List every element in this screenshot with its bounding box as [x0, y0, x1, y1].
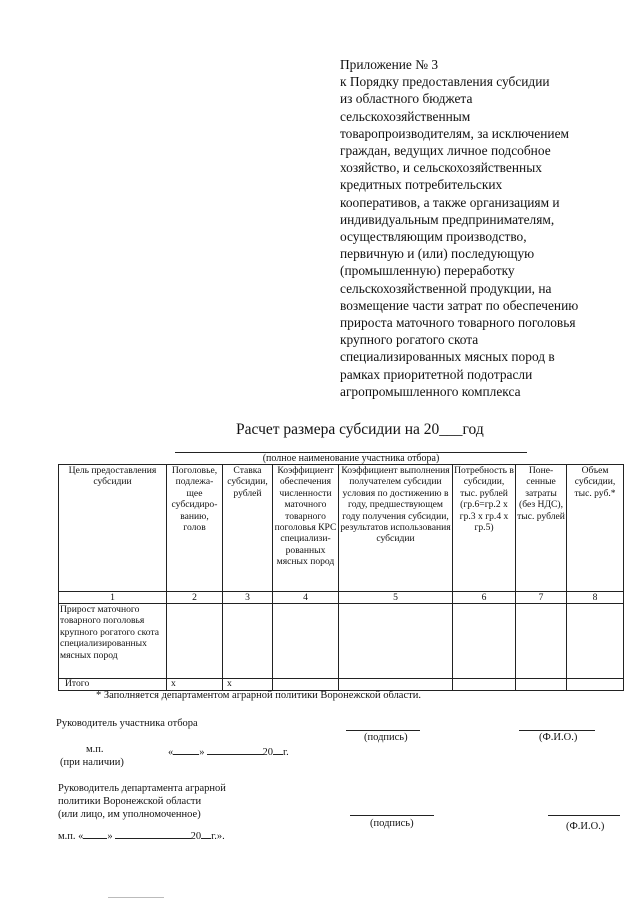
table-cell — [273, 679, 339, 691]
table-cell — [567, 604, 624, 679]
date-month-blank — [207, 744, 263, 755]
appendix-line: Приложение № 3 — [340, 57, 439, 72]
appendix-block — [340, 56, 630, 400]
table-cell — [167, 604, 223, 679]
table-cell — [223, 604, 273, 679]
table-cell — [339, 604, 453, 679]
header-cell: Коэффициент обеспечения численности маточного товарного поголовья КРС специализи-рованных мясных пород — [273, 465, 339, 592]
sign1-fio-caption: (Ф.И.О.) — [539, 732, 578, 743]
date-day-blank — [173, 744, 199, 755]
date-end: г. — [283, 747, 289, 758]
sign1-label: Руководитель участника отбора — [56, 718, 198, 729]
date-end: г.». — [211, 831, 225, 842]
column-number-row — [59, 592, 624, 604]
appendix-line: индивидуальным предпринимателям, — [340, 211, 555, 227]
date-open-quote: « — [168, 747, 174, 758]
sign1-stamp-note: (при наличии) — [60, 757, 124, 768]
appendix-line: возмещение части затрат по обеспечению — [340, 297, 579, 313]
appendix-line: из областного бюджета — [340, 91, 473, 107]
appendix-line: осуществляющим производство, — [340, 229, 527, 245]
row-label: Прирост маточного товарного поголовья крупного рогатого скота специализированных мясных пород — [59, 604, 167, 679]
column-number: 8 — [567, 592, 624, 604]
org-name-caption: (полное наименование участника отбора) — [262, 453, 440, 464]
table-cell — [453, 679, 516, 691]
sign2-stamp-date: м.п. « — [58, 831, 84, 842]
appendix-line: агропромышленного комплекса — [340, 383, 521, 399]
total-mark: х — [167, 679, 223, 691]
appendix-line: к Порядку предоставления субсидии — [340, 74, 550, 90]
table-cell — [516, 679, 567, 691]
header-cell: Поголовье, подлежа-щее субсидиро-ванию, голов — [167, 465, 223, 592]
column-number: 6 — [453, 592, 516, 604]
header-cell: Цель предоставления субсидии — [59, 465, 167, 592]
column-number: 2 — [167, 592, 223, 604]
date-year: 20 — [190, 831, 202, 842]
date-year-blank — [273, 744, 283, 755]
appendix-line: первичную и (или) последующую — [340, 246, 535, 262]
date-year: 20 — [262, 747, 273, 758]
total-mark: х — [223, 679, 273, 691]
table-cell — [567, 679, 624, 691]
sign1-signature-line — [346, 730, 420, 731]
sign2-label-line: (или лицо, им уполномоченное) — [58, 809, 201, 820]
sign2-signature-caption: (подпись) — [370, 818, 414, 829]
column-number: 5 — [339, 592, 453, 604]
subsidy-table — [58, 464, 624, 691]
table-cell — [453, 604, 516, 679]
appendix-line: кредитных потребительских — [340, 177, 503, 193]
column-number: 7 — [516, 592, 567, 604]
sign1-date — [168, 744, 289, 758]
appendix-line: (промышленную) переработку — [340, 263, 515, 279]
column-number: 3 — [223, 592, 273, 604]
column-number: 1 — [59, 592, 167, 604]
date-close-quote: » — [107, 831, 113, 842]
table-row — [59, 604, 624, 679]
sign1-fio-line — [519, 730, 595, 731]
sign2-fio-caption: (Ф.И.О.) — [566, 821, 605, 832]
scan-mark — [108, 897, 164, 898]
date-month-blank — [115, 828, 191, 839]
total-label: Итого — [59, 679, 167, 691]
footnote: * Заполняется департаментом аграрной политики Воронежской области. — [96, 690, 421, 701]
appendix-line: граждан, ведущих личное подсобное — [340, 143, 551, 159]
total-row — [59, 679, 624, 691]
header-cell: Коэффициент выполнения получателем субсидии условия по достижению в году, предшествующем году получения субсидии, результатов использования субсидии — [339, 465, 453, 592]
appendix-line: прироста маточного товарного поголовья — [340, 315, 576, 331]
header-cell: Потребность в субсидии, тыс. рублей (гр.6=гр.2 х гр.3 х гр.4 х гр.5) — [453, 465, 516, 592]
sign2-date — [58, 828, 225, 842]
sign2-label-line: политики Воронежской области — [58, 796, 202, 807]
appendix-line: специализированных мясных пород в — [340, 349, 555, 365]
appendix-line: сельскохозяйственной продукции, на — [340, 280, 552, 296]
appendix-line: хозяйство, и сельскохозяйственных — [340, 160, 542, 176]
header-cell: Ставка субсидии, рублей — [223, 465, 273, 592]
date-day-blank — [83, 828, 107, 839]
sign2-fio-line — [548, 815, 620, 816]
table-cell — [339, 679, 453, 691]
appendix-line: крупного рогатого скота — [340, 332, 479, 348]
column-number: 4 — [273, 592, 339, 604]
sign2-label — [58, 782, 226, 821]
sign2-signature-line — [350, 815, 434, 816]
table-cell — [516, 604, 567, 679]
sign1-signature-caption: (подпись) — [364, 732, 408, 743]
sign2-label-line: Руководитель департамента аграрной — [58, 783, 226, 794]
table-header-row — [59, 465, 624, 592]
page-title: Расчет размера субсидии на 20___год — [236, 421, 484, 438]
table-cell — [273, 604, 339, 679]
appendix-line: кооперативов, а также организациям и — [340, 194, 560, 210]
header-cell: Объем субсидии, тыс. руб.* — [567, 465, 624, 592]
appendix-line: сельскохозяйственным — [340, 108, 471, 124]
appendix-line: рамках приоритетной подотрасли — [340, 366, 533, 382]
date-close-quote: » — [199, 747, 205, 758]
date-year-blank — [201, 828, 211, 839]
sign1-stamp: м.п. — [86, 744, 104, 755]
appendix-line: товаропроизводителям, за исключением — [340, 125, 569, 141]
header-cell: Поне-сенные затраты (без НДС), тыс. рублей — [516, 465, 567, 592]
